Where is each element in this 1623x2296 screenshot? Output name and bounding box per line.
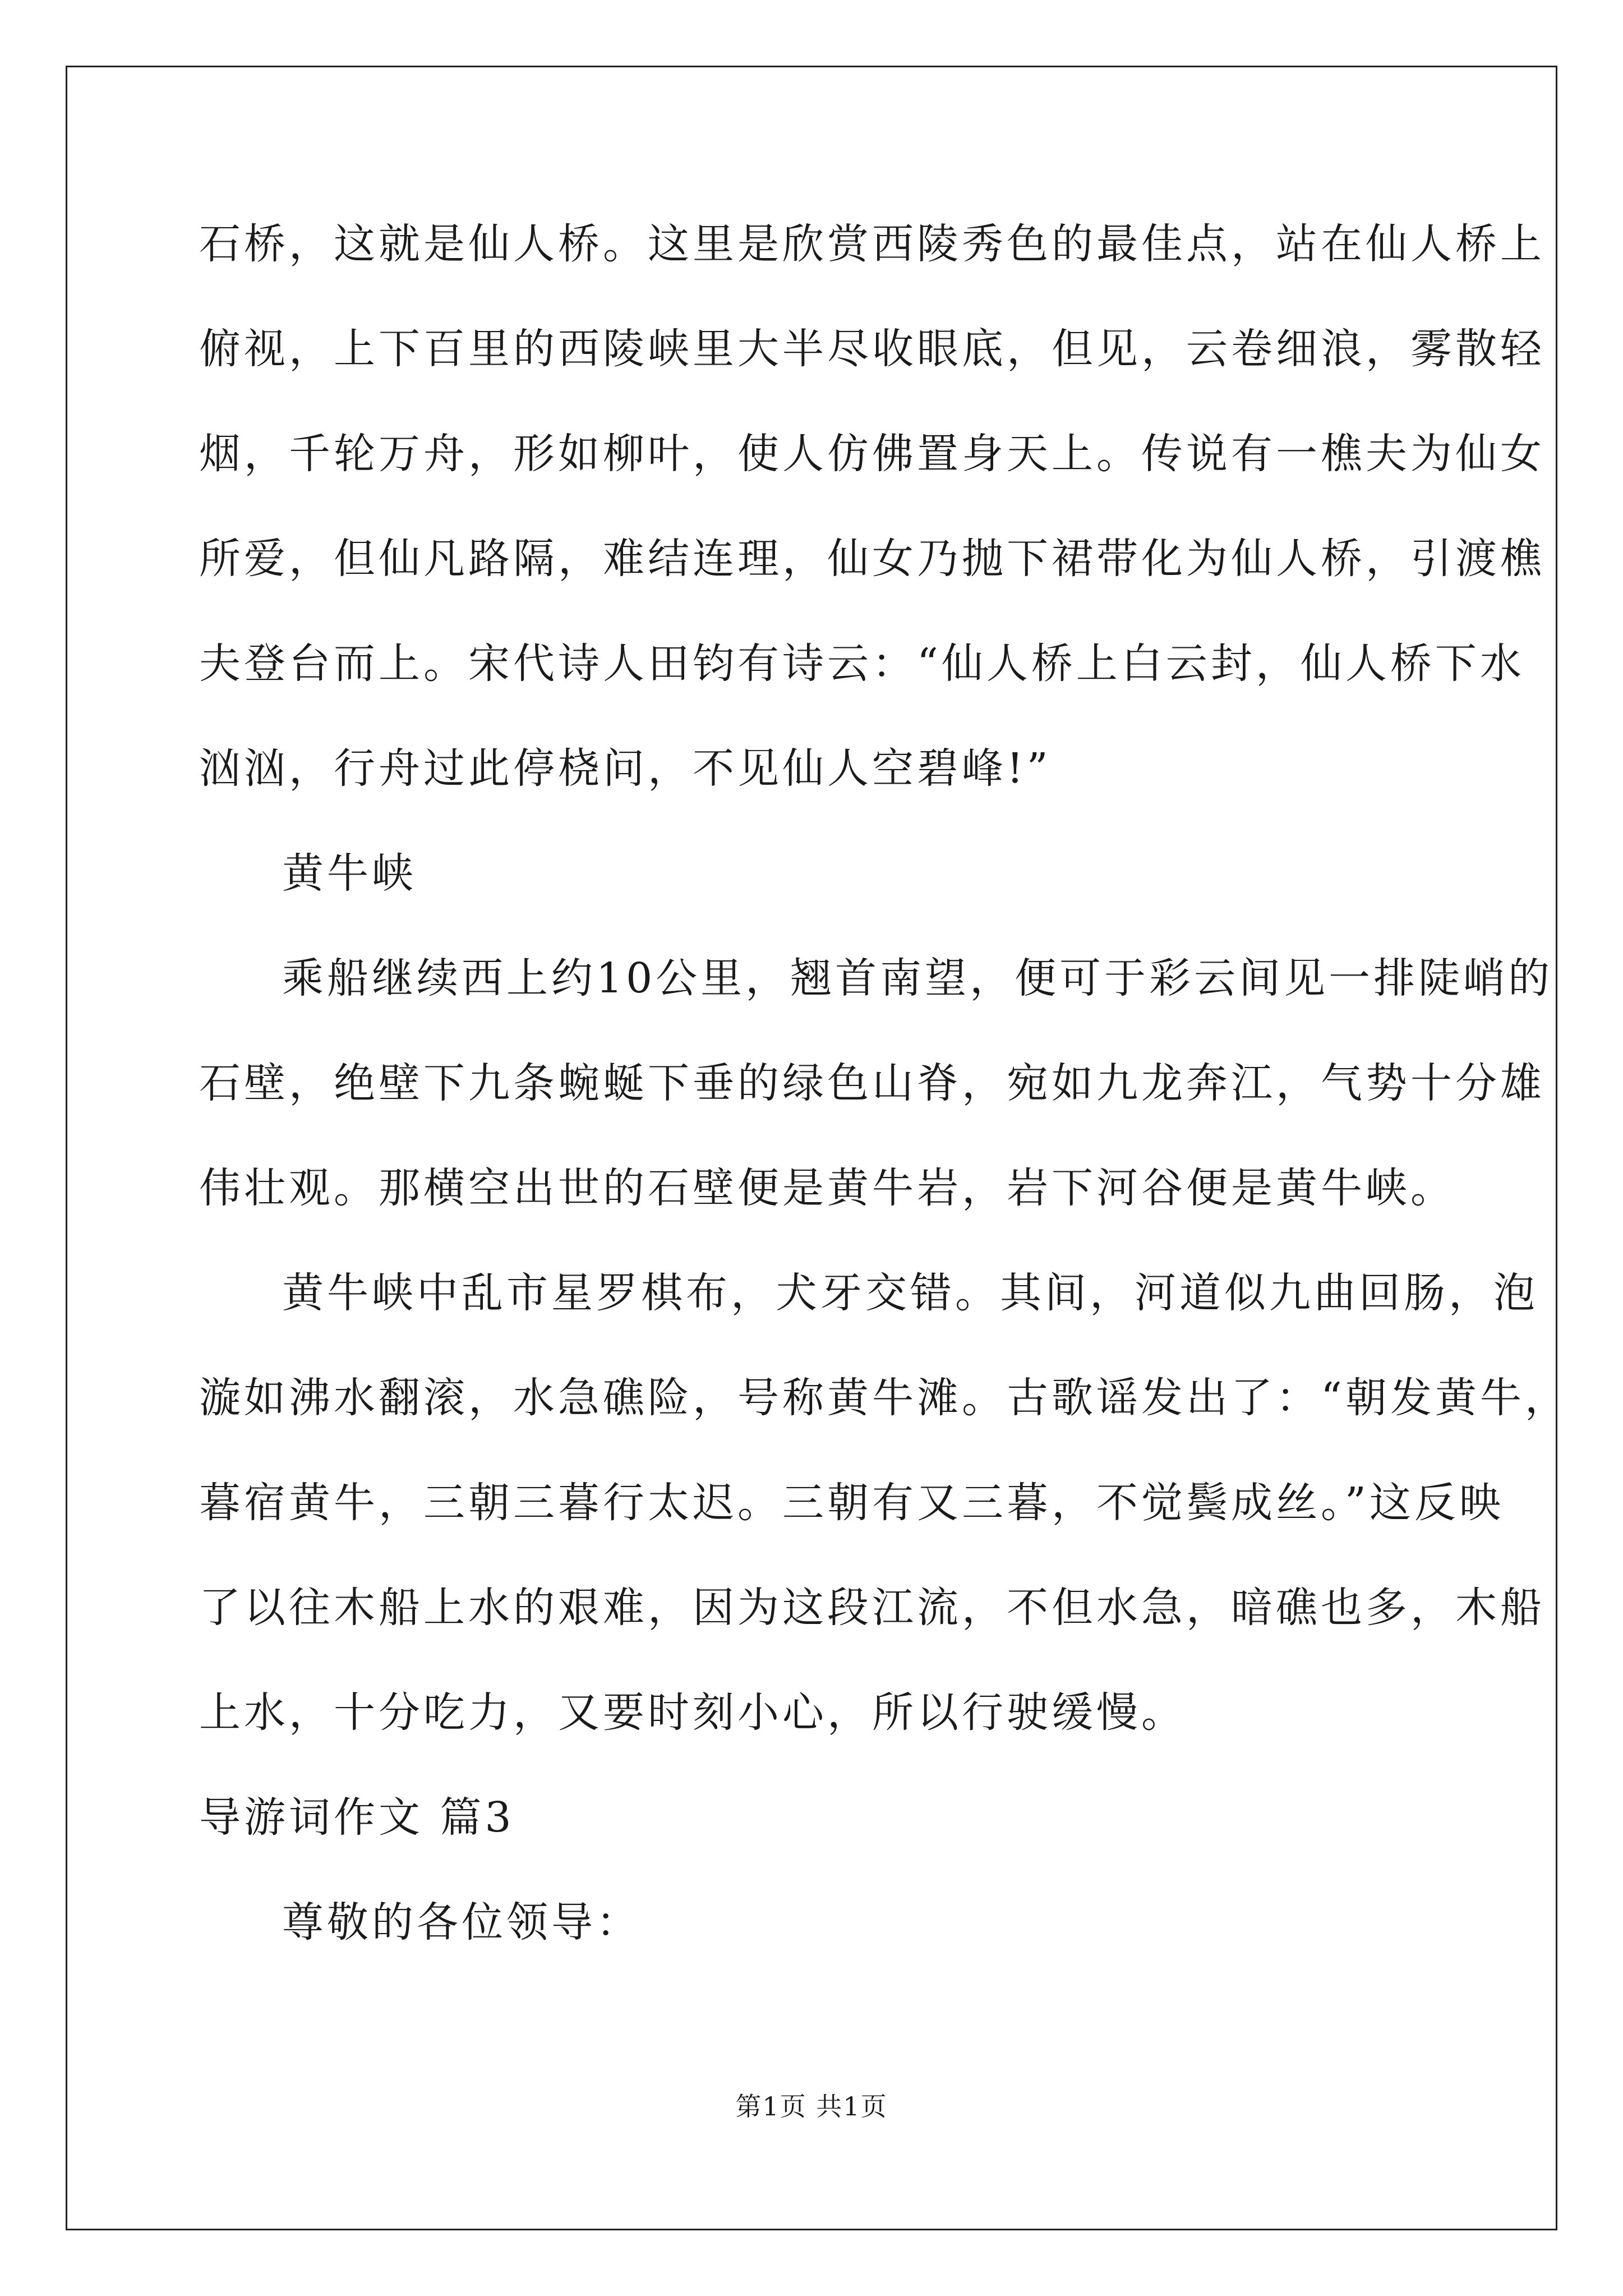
paragraph-line: 暮宿黄牛，三朝三暮行太迟。三朝有又三暮，不觉鬓成丝。”这反映 xyxy=(199,1479,1504,1527)
page-footer: 第1页 共1页 xyxy=(735,2091,888,2122)
paragraph-line: 烟，千轮万舟，形如柳叶，使人仿佛置身天上。传说有一樵夫为仙女 xyxy=(199,430,1545,478)
paragraph-line: 上水，十分吃力，又要时刻小心，所以行驶缓慢。 xyxy=(199,1688,1186,1737)
paragraph-line: 所爱，但仙凡路隔，难结连理，仙女乃抛下裙带化为仙人桥，引渡樵 xyxy=(199,535,1545,583)
section-heading: 黄牛峡 xyxy=(282,849,417,898)
paragraph-line: 漩如沸水翻滚，水急礁险，号称黄牛滩。古歌谣发出了：“朝发黄牛， xyxy=(199,1374,1570,1422)
paragraph-line: 夫登台而上。宋代诗人田钧有诗云：“仙人桥上白云封，仙人桥下水 xyxy=(199,639,1525,688)
paragraph-line: 石壁，绝壁下九条蜿蜒下垂的绿色山脊，宛如九龙奔江，气势十分雄 xyxy=(199,1059,1545,1107)
paragraph-line: 了以往木船上水的艰难，因为这段江流，不但水急，暗礁也多，木船 xyxy=(199,1584,1545,1632)
paragraph-line: 俯视，上下百里的西陵峡里大半尽收眼底，但见，云卷细浪，雾散轻 xyxy=(199,325,1545,373)
salutation: 尊敬的各位领导： xyxy=(282,1898,641,1947)
paragraph-line: 石桥，这就是仙人桥。这里是欣赏西陵秀色的最佳点，站在仙人桥上 xyxy=(199,220,1545,268)
paragraph-line: 黄牛峡中乱市星罗棋布，犬牙交错。其间，河道似九曲回肠，泡 xyxy=(282,1269,1538,1317)
paragraph-line: 汹汹，行舟过此停桡问，不见仙人空碧峰!” xyxy=(199,744,1052,793)
paragraph-line: 乘船继续西上约10公里，翘首南望，便可于彩云间见一排陡峭的 xyxy=(282,954,1553,1002)
paragraph-line: 伟壮观。那横空出世的石壁便是黄牛岩，岩下河谷便是黄牛峡。 xyxy=(199,1164,1455,1212)
article-title: 导游词作文 篇3 xyxy=(199,1793,515,1842)
